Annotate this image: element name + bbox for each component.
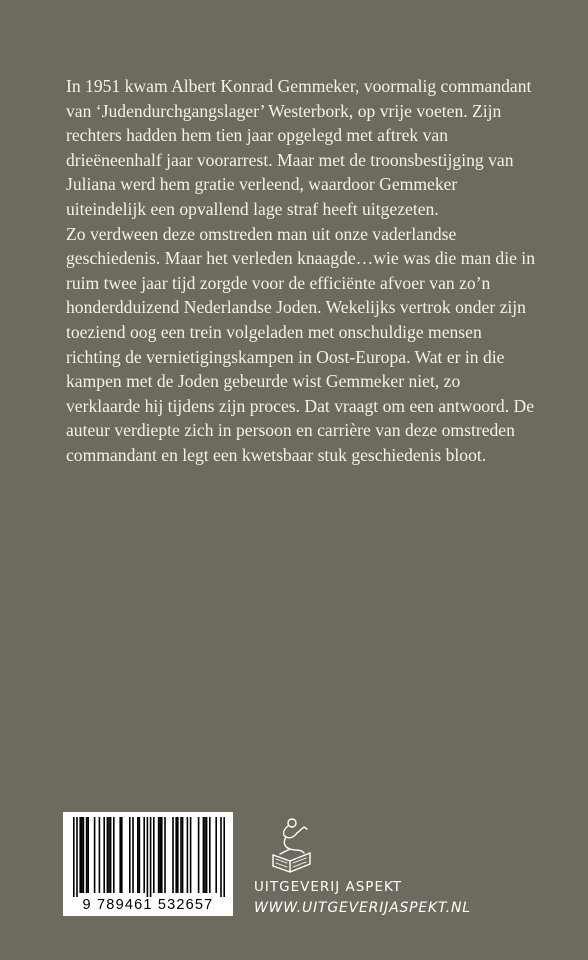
publisher-name: UITGEVERIJ ASPEKT <box>254 879 403 895</box>
barcode-bar <box>150 817 152 897</box>
barcode-bar <box>187 817 189 893</box>
barcode-bar <box>223 817 225 897</box>
barcode-bar <box>143 817 145 893</box>
barcode-bar <box>158 817 160 893</box>
barcode-bar <box>209 817 211 893</box>
isbn-number: 9 789461 532657 <box>82 897 214 913</box>
blurb-paragraph-1: In 1951 kwam Albert Konrad Gemmeker, voormalig commandant van ‘Judendurchgangslager’ Westerbork, op vrije voeten. Zijn rechters hadden hem tien jaar opgelegd met aftrek van drieëneenhalf jaar voorarrest. Maar met de troonsbestijging van Juliana werd hem gratie verleend, waardoor Gemmeker uiteindelijk een opvallend lage straf heeft uitgezeten. <box>66 76 532 219</box>
back-cover-blurb <box>66 74 536 468</box>
barcode-bar <box>103 817 105 893</box>
barcode-bar <box>87 817 89 893</box>
publisher-block <box>254 877 471 919</box>
barcode-bar <box>107 817 109 893</box>
barcode-bar <box>177 817 179 893</box>
barcode-bar <box>94 817 96 893</box>
barcode-bar <box>99 817 101 893</box>
barcode-bar <box>153 817 155 893</box>
barcode-bar <box>79 817 81 893</box>
barcode-bar <box>137 817 139 893</box>
isbn-barcode <box>63 812 233 916</box>
barcode-bar <box>164 817 166 893</box>
barcode-bar <box>147 817 149 897</box>
barcode-bar <box>190 817 192 893</box>
barcode-bar <box>113 817 115 893</box>
barcode-bar <box>110 817 112 893</box>
barcode-bar <box>83 817 85 893</box>
barcode-bar <box>129 817 131 893</box>
barcode-bar <box>198 817 200 893</box>
barcode-bar <box>182 817 184 893</box>
barcode-bar <box>203 817 205 893</box>
barcode-bar <box>108 817 110 893</box>
barcode-bar <box>206 817 208 893</box>
barcode-bar <box>76 817 78 897</box>
barcode-bar <box>73 817 75 897</box>
publisher-website: WWW.UITGEVERIJASPEKT.NL <box>254 900 471 916</box>
barcode-bar <box>180 817 182 893</box>
barcode-bar <box>132 817 134 893</box>
barcode-bar <box>159 817 161 893</box>
barcode-bar <box>139 817 141 893</box>
barcode-bar <box>121 817 123 893</box>
blurb-paragraph-2: Zo verdween deze omstreden man uit onze vaderlandse geschiedenis. Maar het verleden knaagde…wie was die man die in ruim twee jaar tijd zorgde voor de efficiënte afvoer van zo’n honderdduizend Nederlandse Joden. Wekelijks vertrok onder zijn toeziend oog een trein volgeladen met onschuldige mensen richting de vernietigingskampen in Oost-Europa. Wat er in die kampen met de Joden gebeurde wist Gemmeker niet, zo verklaarde hij tijdens zijn proces. Dat vraagt om een antwoord. De auteur verdiepte zich in persoon en carrière van deze omstreden commandant en legt een kwetsbaar stuk geschiedenis bloot. <box>66 223 535 465</box>
barcode-bar <box>81 817 83 893</box>
barcode-bar <box>172 817 174 893</box>
barcode-bar <box>161 817 163 893</box>
publisher-logo-icon <box>266 815 316 878</box>
barcode-bar <box>119 817 121 893</box>
barcode-bar <box>215 817 217 893</box>
barcode-bar <box>175 817 177 893</box>
barcode-bar <box>204 817 206 893</box>
barcode-bar <box>220 817 222 897</box>
barcode-bar <box>86 817 88 893</box>
